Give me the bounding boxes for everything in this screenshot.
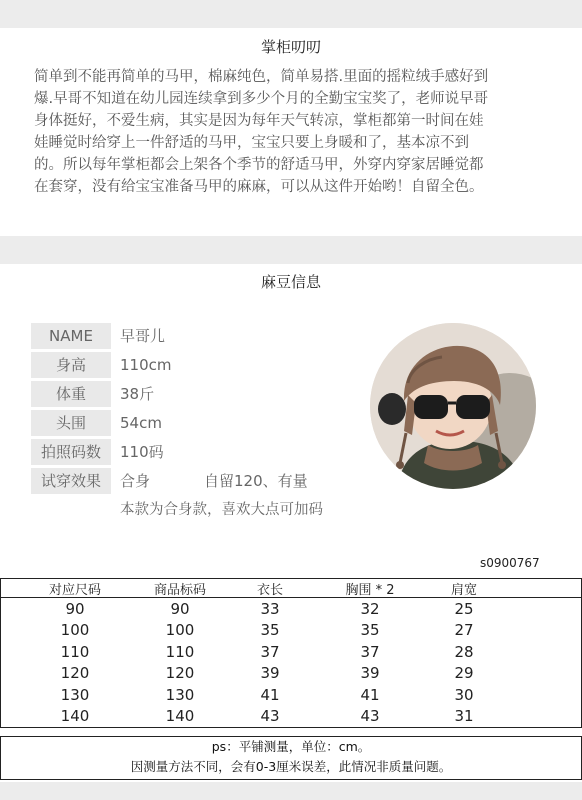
table-cell: 37 <box>260 642 280 661</box>
section-divider-band <box>0 236 582 264</box>
story-line: 爆.早哥不知道在幼儿园连续拿到多少个月的全勤宝宝奖了，老师说早哥 <box>34 91 489 107</box>
table-cell: 90 <box>65 599 85 618</box>
story-line: 的。所以每年掌柜都会上架各个季节的舒适马甲，外穿内穿家居睡觉都 <box>34 157 484 173</box>
model-row-weight <box>31 379 308 408</box>
child-portrait-image <box>370 323 536 489</box>
table-cell: 28 <box>454 642 474 661</box>
table-cell: 130 <box>60 685 90 704</box>
table-row <box>1 598 581 620</box>
table-row <box>1 620 581 642</box>
table-cell: 110 <box>165 642 195 661</box>
header-cell: 胸围 * 2 <box>345 582 395 598</box>
table-cell: 120 <box>60 664 90 683</box>
table-row <box>1 684 581 706</box>
model-photo <box>370 323 536 489</box>
story-line: 身体挺好，不爱生病，其实是因为每年天气转凉，掌柜都第一时间在娃 <box>34 113 484 129</box>
story-paragraph <box>34 66 554 198</box>
model-label: 身高 <box>31 352 111 378</box>
table-cell: 33 <box>260 599 280 618</box>
table-cell: 29 <box>454 664 474 683</box>
footnote-line: 因测量方法不同，会有0-3厘米误差，此情况非质量问题。 <box>130 759 452 774</box>
table-cell: 100 <box>165 621 195 640</box>
footnote-line: ps：平铺测量，单位：cm。 <box>211 739 371 754</box>
model-row-height <box>31 350 308 379</box>
story-line: 娃睡觉时给穿上一件舒适的马甲，宝宝只要上身暖和了，基本凉不到 <box>34 135 469 151</box>
model-row-name <box>31 321 308 350</box>
table-cell: 43 <box>360 707 380 726</box>
sku-code: s0900767 <box>480 556 540 570</box>
table-cell: 90 <box>170 599 190 618</box>
table-cell: 27 <box>454 621 474 640</box>
table-cell: 100 <box>60 621 90 640</box>
table-cell: 130 <box>165 685 195 704</box>
model-value: 早哥儿 <box>120 327 166 345</box>
bottom-band <box>0 782 582 800</box>
size-table-header <box>1 579 581 598</box>
table-cell: 140 <box>60 707 90 726</box>
model-label: 头围 <box>31 410 111 436</box>
table-row <box>1 641 581 663</box>
story-line: 在套穿，没有给宝宝准备马甲的麻麻，可以从这件开始哟！自留全色。 <box>34 179 484 195</box>
table-cell: 41 <box>260 685 280 704</box>
model-title: 麻豆信息 <box>260 273 321 291</box>
table-cell: 41 <box>360 685 380 704</box>
table-cell: 43 <box>260 707 280 726</box>
model-row-photo-size <box>31 437 308 466</box>
top-band <box>0 0 582 28</box>
table-cell: 32 <box>360 599 380 618</box>
table-cell: 35 <box>360 621 380 640</box>
header-cell: 商品标码 <box>153 582 206 598</box>
table-cell: 35 <box>260 621 280 640</box>
table-row <box>1 706 581 728</box>
table-cell: 25 <box>454 599 474 618</box>
model-value <box>111 470 308 491</box>
table-cell: 31 <box>454 707 474 726</box>
model-value: 54cm <box>120 413 162 432</box>
model-label: 体重 <box>31 381 111 407</box>
size-table <box>0 578 582 728</box>
model-label: NAME <box>31 323 111 349</box>
model-row-head <box>31 408 308 437</box>
fit-note: 本款为合身款，喜欢大点可加码 <box>120 502 323 518</box>
model-value: 38斤 <box>120 385 155 403</box>
model-label: 试穿效果 <box>31 468 111 494</box>
table-cell: 120 <box>165 664 195 683</box>
model-info-table <box>31 321 308 495</box>
story-title: 掌柜叨叨 <box>260 38 321 56</box>
model-value: 110码 <box>120 443 164 461</box>
table-cell: 37 <box>360 642 380 661</box>
header-cell: 肩宽 <box>450 582 477 598</box>
table-cell: 39 <box>360 664 380 683</box>
story-line: 简单到不能再简单的马甲，棉麻纯色，简单易搭.里面的摇粒绒手感好到 <box>34 69 489 85</box>
model-value: 110cm <box>120 355 172 374</box>
table-cell: 140 <box>165 707 195 726</box>
table-row <box>1 663 581 685</box>
header-cell: 对应尺码 <box>48 582 101 598</box>
table-cell: 110 <box>60 642 90 661</box>
fit-value: 合身 <box>120 472 151 490</box>
table-cell: 39 <box>260 664 280 683</box>
size-table-footnote <box>0 736 582 780</box>
header-cell: 衣长 <box>256 582 283 598</box>
model-row-fit <box>31 466 308 495</box>
fit-extra: 自留120、有量 <box>204 472 308 490</box>
model-label: 拍照码数 <box>31 439 111 465</box>
table-cell: 30 <box>454 685 474 704</box>
